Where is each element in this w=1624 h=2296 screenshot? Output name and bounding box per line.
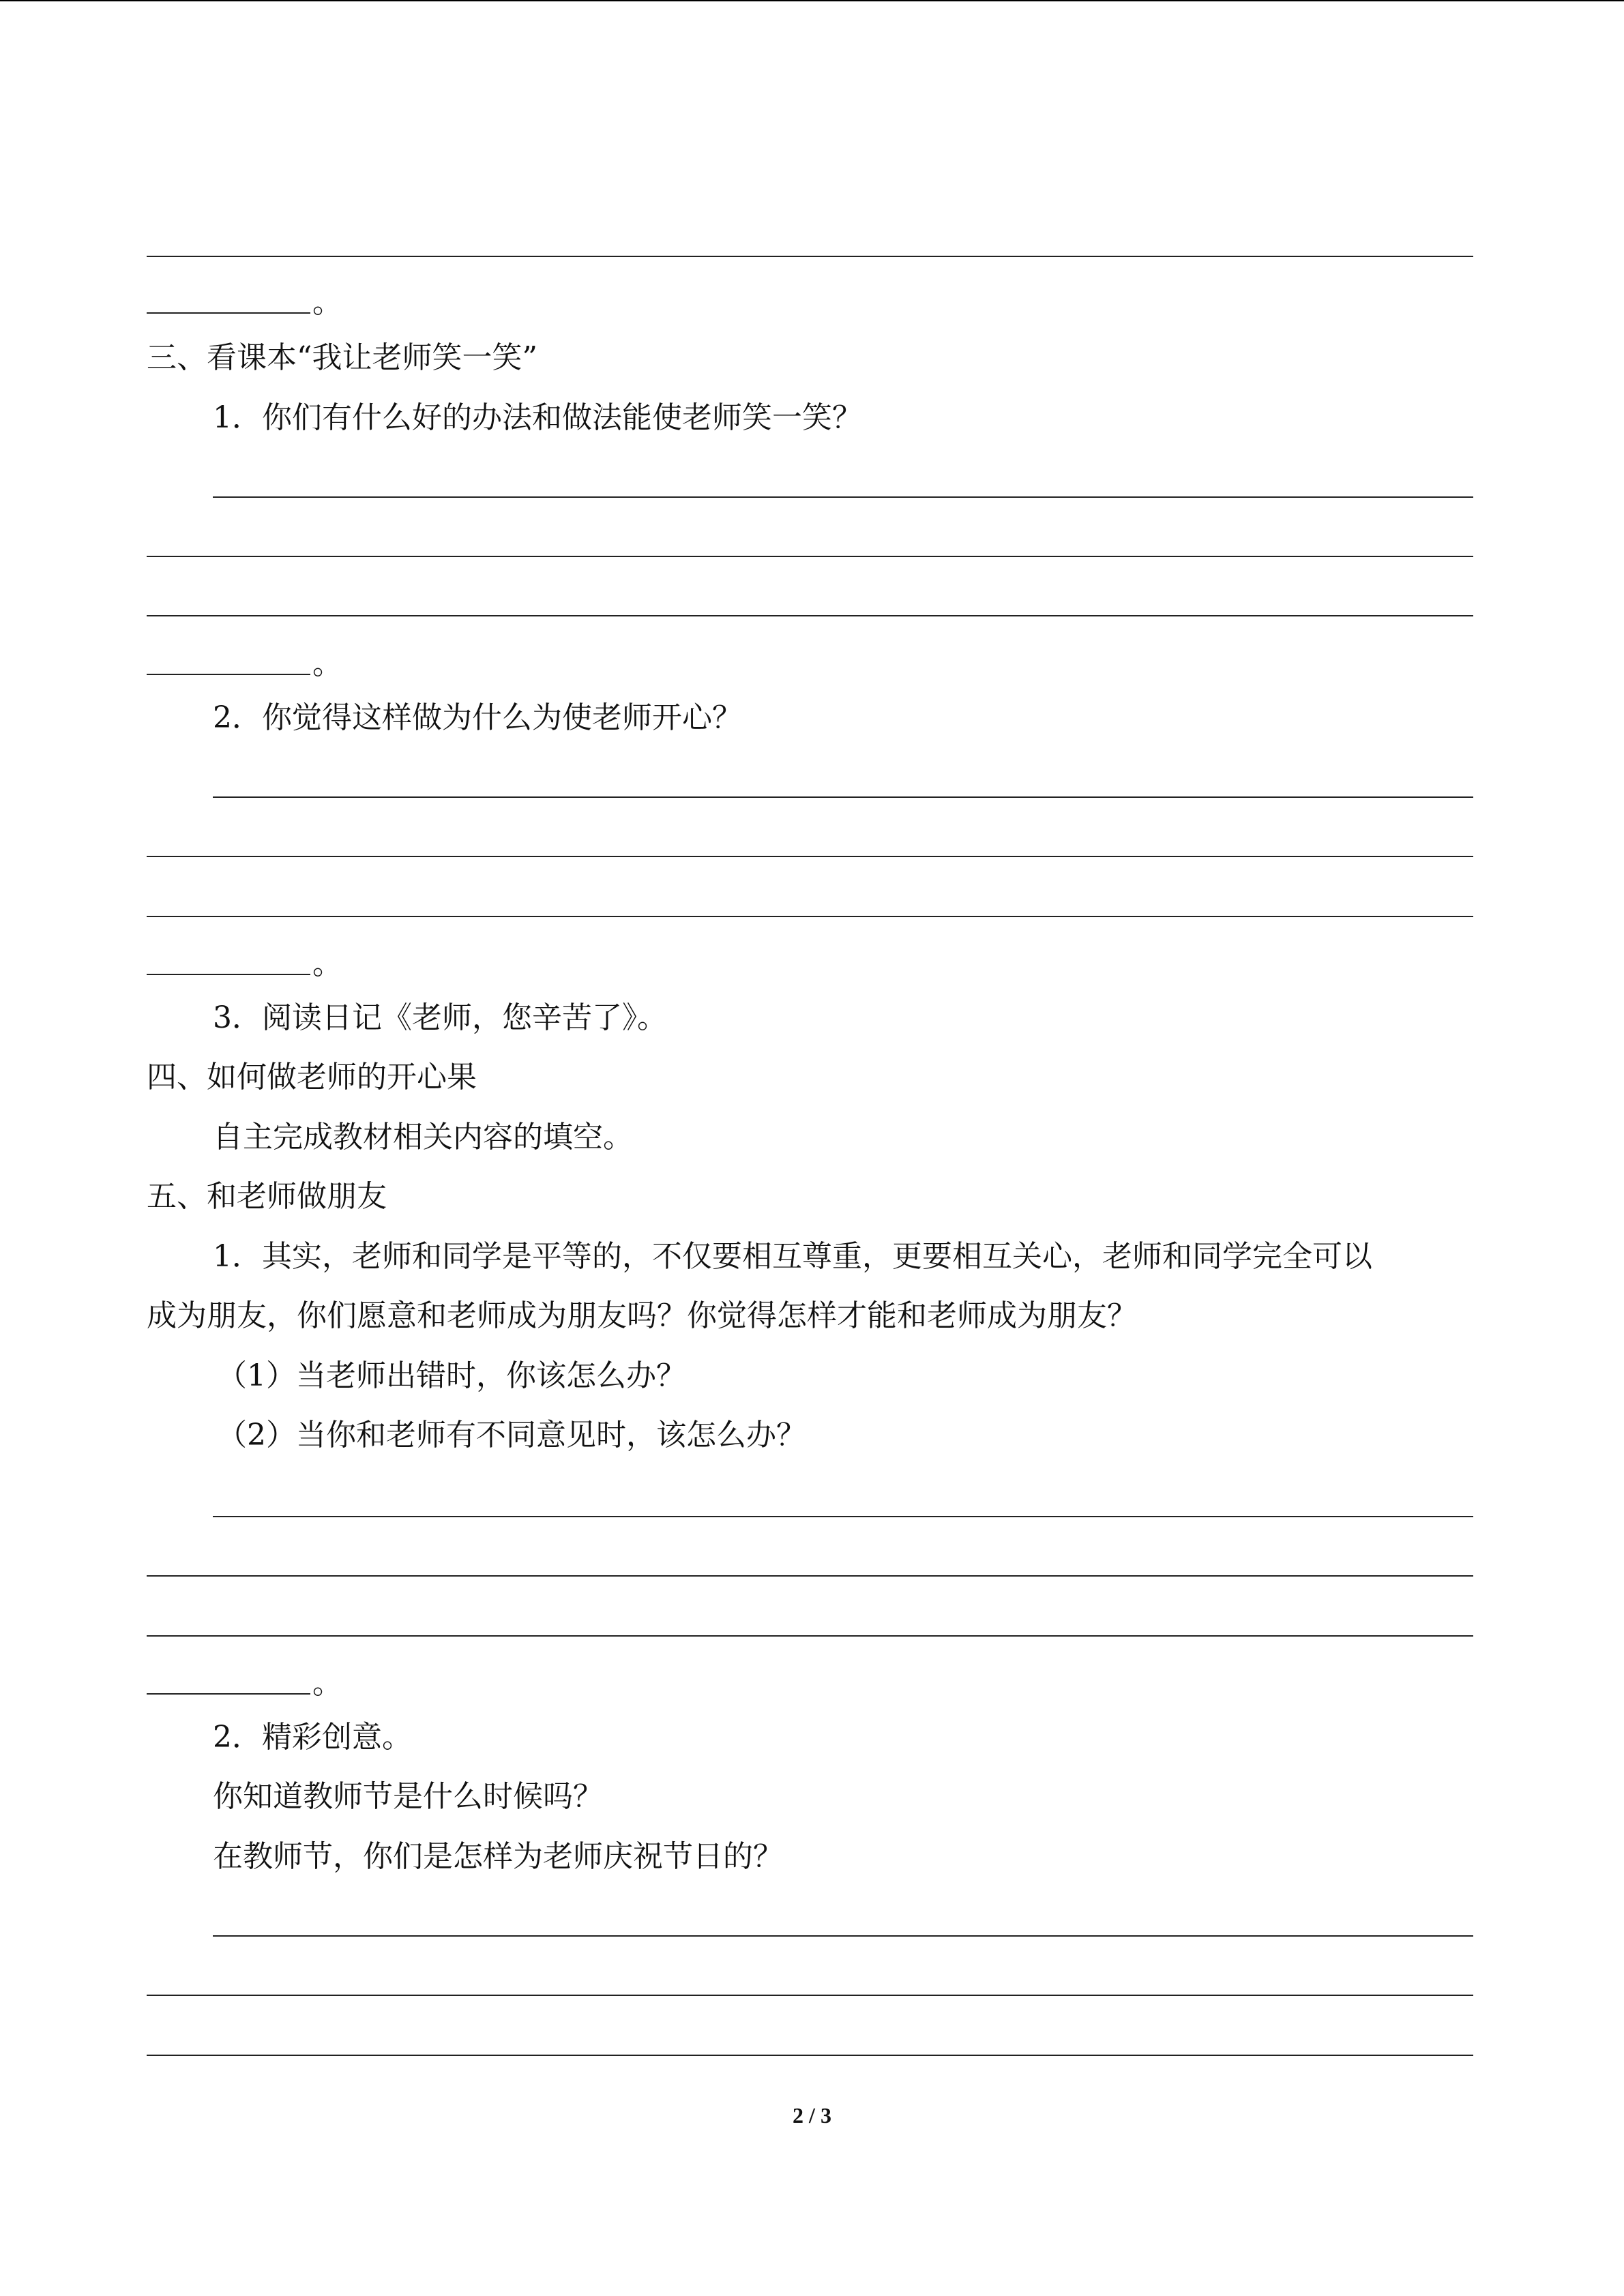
answer-line[interactable] <box>147 1635 1473 1637</box>
answer-line[interactable] <box>147 1995 1473 1996</box>
answer-line[interactable] <box>147 1575 1473 1577</box>
question-5-2: 2．精彩创意。 <box>213 1720 412 1755</box>
answer-line[interactable] <box>213 1935 1473 1937</box>
answer-line[interactable] <box>213 1516 1473 1517</box>
question-5-2-ask2: 在教师节，你们是怎样为老师庆祝节日的？ <box>213 1839 783 1874</box>
blank-period: 。 <box>312 946 342 981</box>
answer-line-short[interactable] <box>147 674 310 675</box>
answer-line[interactable] <box>147 256 1473 257</box>
answer-line-short[interactable] <box>147 312 310 314</box>
section-3-heading: 三、看课本“我让老师笑一笑” <box>147 340 537 375</box>
section-4-instruction: 自主完成教材相关内容的填空。 <box>213 1120 633 1154</box>
section-5-heading: 五、和老师做朋友 <box>147 1179 387 1214</box>
answer-line-short[interactable] <box>147 1693 310 1695</box>
question-5-2-ask1: 你知道教师节是什么时候吗？ <box>213 1779 603 1814</box>
answer-line[interactable] <box>213 496 1473 498</box>
question-3-1: 1．你们有什么好的办法和做法能使老师笑一笑？ <box>213 400 862 435</box>
answer-line-short[interactable] <box>147 974 310 975</box>
question-5-1-line2: 成为朋友，你们愿意和老师成为朋友吗？你觉得怎样才能和老师成为朋友？ <box>147 1298 1137 1333</box>
question-5-1-sub1: （1）当老师出错时，你该怎么办？ <box>217 1358 686 1393</box>
blank-period: 。 <box>312 1666 342 1701</box>
answer-line[interactable] <box>147 916 1473 917</box>
answer-line[interactable] <box>147 856 1473 857</box>
blank-period: 。 <box>312 646 342 681</box>
page-number: 2 / 3 <box>793 2103 831 2128</box>
section-4-heading: 四、如何做老师的开心果 <box>147 1060 477 1094</box>
question-5-1-sub2: （2）当你和老师有不同意见时，该怎么办？ <box>217 1418 806 1452</box>
question-5-1-line1: 1．其实，老师和同学是平等的，不仅要相互尊重，更要相互关心，老师和同学完全可以 <box>213 1239 1372 1274</box>
question-3-3: 3．阅读日记《老师，您辛苦了》。 <box>213 1000 667 1035</box>
answer-line[interactable] <box>147 556 1473 557</box>
answer-line[interactable] <box>147 615 1473 616</box>
blank-period: 。 <box>312 285 342 320</box>
question-3-2: 2．你觉得这样做为什么为使老师开心？ <box>213 700 742 735</box>
answer-line[interactable] <box>213 796 1473 798</box>
answer-line[interactable] <box>147 2055 1473 2056</box>
